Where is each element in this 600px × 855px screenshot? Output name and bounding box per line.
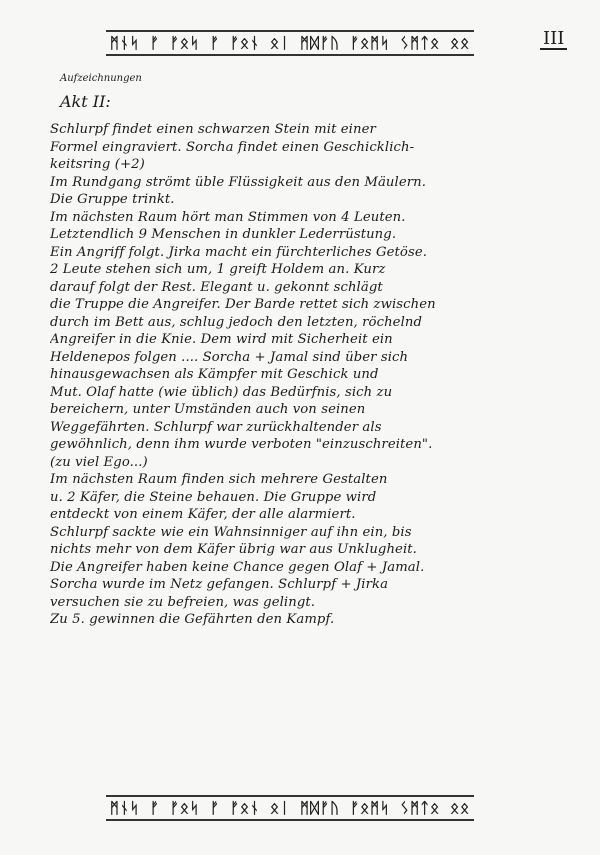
section-label: Aufzeichnungen [60, 73, 142, 84]
note-line: durch im Bett aus, schlug jedoch den letzten, röchelnd [50, 314, 423, 330]
note-line: darauf folgt der Rest. Elegant u. gekonnt schlägt [50, 279, 383, 295]
note-line: Schlurpf sackte wie ein Wahnsinniger auf ihn ein, bis [50, 524, 412, 540]
note-line: entdeckt von einem Käfer, der alle alarmiert. [50, 507, 356, 522]
note-line: Im nächsten Raum finden sich mehrere Gestalten [50, 472, 388, 487]
note-line: keitsring (+2) [50, 157, 145, 172]
note-line: Sorcha wurde im Netz gefangen. Schlurpf + Jirka [50, 577, 389, 592]
note-line: (zu viel Ego...) [50, 454, 148, 470]
note-line: Formel eingraviert. Sorcha findet einen Geschicklich- [50, 139, 415, 155]
note-line: hinausgewachsen als Kämpfer mit Geschick und [50, 367, 379, 382]
note-line: Ein Angriff folgt. Jirka macht ein fürchterliches Getöse. [50, 244, 428, 260]
note-line: gewöhnlich, denn ihm wurde verboten "einzuschreiten". [50, 437, 433, 452]
note-line: Weggefährten. Schlurpf war zurückhaltender als [50, 419, 382, 435]
note-line: Angreifer in die Knie. Dem wird mit Sicherheit ein [50, 332, 393, 347]
note-line: Die Angreifer haben keine Chance gegen Olaf + Jamal. [50, 559, 425, 575]
note-line: nichts mehr von dem Käfer übrig war aus Unklugheit. [50, 542, 417, 557]
note-line: bereichern, unter Umständen auch von seinen [50, 402, 366, 417]
header-rune-text: ᛗᚾᛋ ᚠ ᚠᛟᛋ ᚠ ᚠᛟᚾ ᛟᛁ ᛗᛞᚠᚢ ᚠᛟᛗᛋ ᛊᛗᛏᛟ ᛟᛟ [106, 30, 474, 56]
note-line: Heldenepos folgen .... Sorcha + Jamal sind über sich [50, 349, 409, 365]
note-line: die Truppe die Angreifer. Der Barde rettet sich zwischen [50, 297, 436, 312]
note-line: Letztendlich 9 Menschen in dunkler Lederrüstung. [50, 227, 397, 242]
note-line: Im nächsten Raum hört man Stimmen von 4 Leuten. [50, 209, 406, 225]
note-line: 2 Leute stehen sich um, 1 greift Holdem an. Kurz [50, 262, 386, 277]
note-line: Schlurpf findet einen schwarzen Stein mit einer [50, 122, 376, 137]
note-line: Die Gruppe trinkt. [50, 192, 175, 207]
note-line: Zu 5. gewinnen die Gefährten den Kampf. [50, 612, 335, 627]
act-title: Akt II: [60, 92, 111, 111]
header-rune-banner [80, 30, 500, 56]
handwritten-notes [50, 121, 575, 629]
note-line: versuchen sie zu befreien, was gelingt. [50, 594, 316, 610]
note-line: u. 2 Käfer, die Steine behauen. Die Gruppe wird [50, 489, 377, 505]
footer-rune-banner [80, 795, 500, 821]
note-line: Mut. Olaf hatte (wie üblich) das Bedürfnis, sich zu [50, 384, 393, 400]
footer-rune-text: ᛗᚾᛋ ᚠ ᚠᛟᛋ ᚠ ᚠᛟᚾ ᛟᛁ ᛗᛞᚠᚢ ᚠᛟᛗᛋ ᛊᛗᛏᛟ ᛟᛟ [106, 795, 474, 821]
note-line: Im Rundgang strömt üble Flüssigkeit aus den Mäulern. [50, 174, 427, 190]
page-number: III [540, 30, 567, 50]
